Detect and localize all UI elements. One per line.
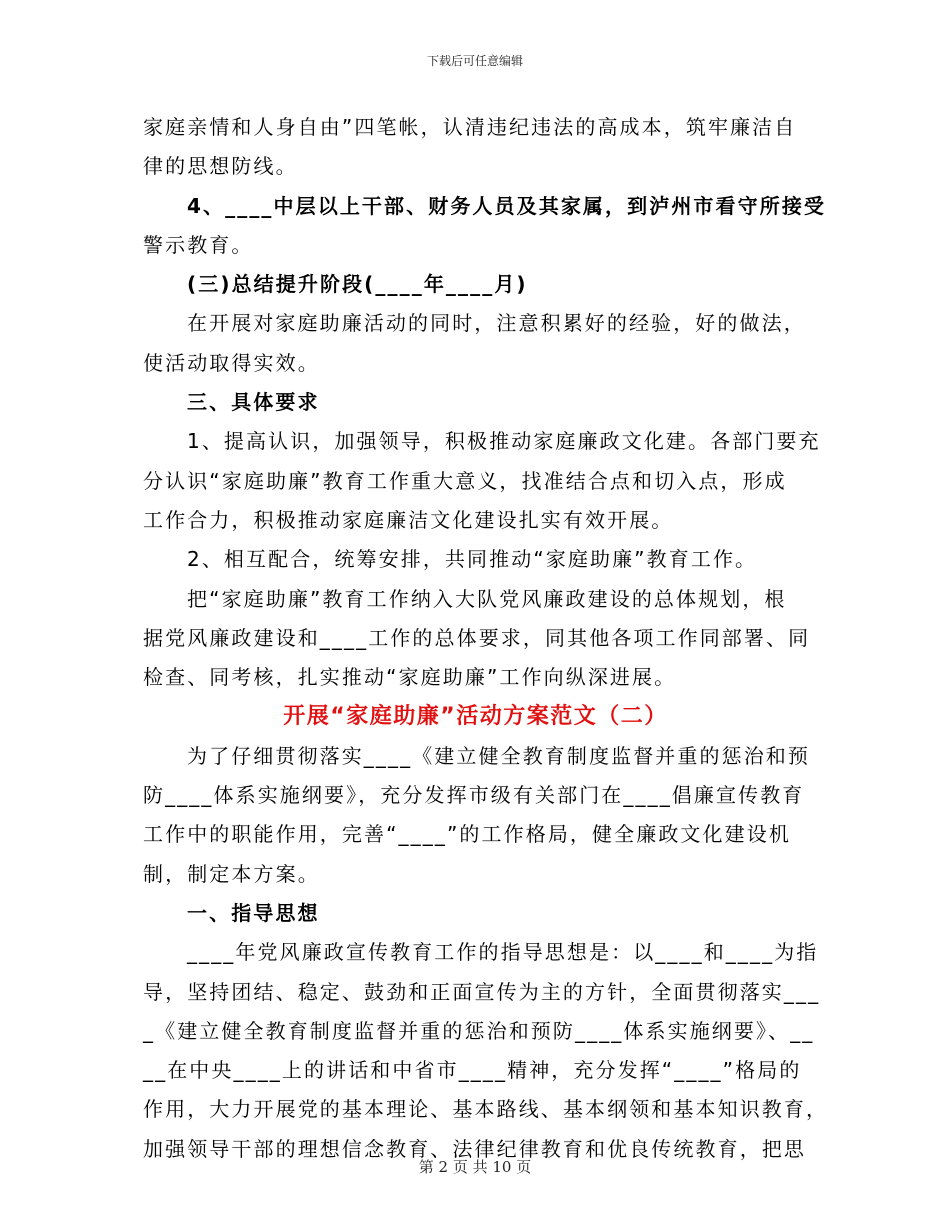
section-heading: 一、指导思想 (187, 900, 320, 925)
section-heading: 三、具体要求 (187, 390, 320, 415)
text-line: 律的思想防线。 (143, 154, 298, 179)
list-item-4: 4、____中层以上干部、财务人员及其家属，到泸州市看守所接受 (187, 193, 827, 218)
text-line: 工作合力，积极推动家庭廉洁文化建设扎实有效开展。 (143, 507, 674, 532)
text-line: _《建立健全教育制度监督并重的惩治和预防____体系实施纲要》、__ (143, 1018, 815, 1043)
document-title: 开展“家庭助廉”活动方案范文（二） (283, 704, 668, 730)
paragraph-start: 为了仔细贯彻落实____《建立健全教育制度监督并重的惩治和预 (187, 743, 810, 768)
text-line: 加强领导干部的理想信念教育、法律纪律教育和优良传统教育，把思 (143, 1136, 806, 1161)
paragraph-start: 在开展对家庭助廉活动的同时，注意积累好的经验，好的做法， (187, 311, 806, 336)
text-line: 作用，大力开展党的基本理论、基本路线、基本纲领和基本知识教育， (143, 1097, 829, 1122)
document-body (143, 108, 829, 1169)
text-line: 警示教育。 (143, 232, 254, 257)
text-line: 制，制定本方案。 (143, 861, 320, 886)
text-line: 防____体系实施纲要》，充分发挥市级有关部门在____倡廉宣传教育 (143, 783, 805, 808)
text-line: 导，坚持团结、稳定、鼓劲和正面宣传为主的方针，全面贯彻落实___ (143, 979, 821, 1004)
text-line: 使活动取得实效。 (143, 350, 320, 375)
text-line: __在中央____上的讲话和中省市____精神，充分发挥“____”格局的 (143, 1058, 802, 1083)
paragraph-start: 2、相互配合，统筹安排，共同推动“家庭助廉”教育工作。 (187, 547, 758, 572)
page-header: 下载后可任意编辑 (426, 54, 523, 68)
page-footer: 第 2 页 共 10 页 (418, 1158, 532, 1176)
text-line: 工作中的职能作用，完善“____”的工作格局，健全廉政文化建设机 (143, 822, 791, 847)
text-line: 家庭亲情和人身自由”四笔帐，认清违纪违法的高成本，筑牢廉洁自 (143, 115, 797, 139)
paragraph-start: 1、提高认识，加强领导，积极推动家庭廉政文化建。各部门要充 (187, 429, 821, 454)
text-line: 据党风廉政建设和____工作的总体要求，同其他各项工作同部署、同 (143, 625, 811, 650)
paragraph-start: 把“家庭助廉”教育工作纳入大队党风廉政建设的总体规划，根 (187, 586, 787, 611)
text-line: 检查、同考核，扎实推动“家庭助廉”工作向纵深进展。 (143, 665, 677, 690)
paragraph-start: ____年党风廉政宣传教育工作的指导思想是：以____和____为指 (187, 940, 819, 965)
section-heading: (三)总结提升阶段(____年____月) (187, 272, 528, 297)
text-line: 分认识“家庭助廉”教育工作重大意义，找准结合点和切入点，形成 (143, 468, 787, 493)
